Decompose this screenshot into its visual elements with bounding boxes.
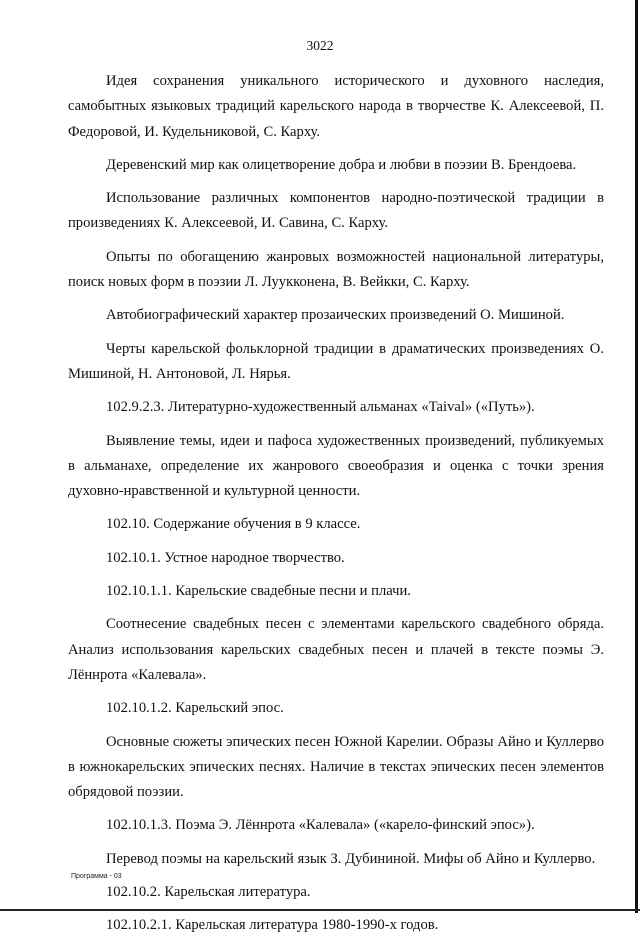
section-heading: 102.10. Содержание обучения в 9 классе. <box>106 516 361 533</box>
section-heading: 102.10.1.2. Карельский эпос. <box>106 700 284 717</box>
paragraph: Автобиографический характер прозаических произведений О. Мишиной. <box>106 307 565 324</box>
section-heading: 102.10.2. Карельская литература. <box>106 884 311 901</box>
paragraph: Идея сохранения уникального исторического и духовного наследия, самобытных языковых традиций карельского народа в творчестве К. Алексеевой, П. Федоровой, И. Кудельниковой, С. Карху. <box>68 73 604 140</box>
section-heading: 102.10.1. Устное народное творчество. <box>106 549 345 566</box>
document-body <box>68 69 604 947</box>
paragraph: Основные сюжеты эпических песен Южной Карелии. Образы Айно и Куллерво в южнокарельских эпических песнях. Наличие в текстах эпических песен элементов обрядовой поэзии. <box>68 733 604 801</box>
paragraph: Выявление темы, идеи и пафоса художественных произведений, публикуемых в альманахе, определение их жанрового своеобразия и оценка с точки зрения духовно-нравственной и культурной ценности. <box>68 432 604 500</box>
page-number: 3022 <box>306 38 334 53</box>
scan-border-right <box>635 0 638 913</box>
page-footer: Программа - 03 <box>71 873 122 880</box>
paragraph: Опыты по обогащению жанровых возможностей национальной литературы, поиск новых форм в поэзии Л. Луукконена, В. Вейкки, С. Карху. <box>68 248 604 291</box>
section-heading: 102.10.2.1. Карельская литература 1980-1990-х годов. <box>106 917 439 934</box>
paragraph: Черты карельской фольклорной традиции в драматических произведениях О. Мишиной, Н. Антоновой, Л. Нярья. <box>68 340 604 382</box>
paragraph: Соотнесение свадебных песен с элементами карельского свадебного обряда. Анализ использования карельских свадебных песен и плачей в тексте поэмы Э. Лённрота «Калевала». <box>68 616 604 683</box>
section-heading: 102.9.2.3. Литературно-художественный альманах «Taival» («Путь»). <box>106 399 535 416</box>
paragraph: Использование различных компонентов народно-поэтической традиции в произведениях К. Алексеевой, И. Савина, С. Карху. <box>68 190 604 232</box>
section-heading: 102.10.1.1. Карельские свадебные песни и плачи. <box>106 583 411 600</box>
paragraph: Деревенский мир как олицетворение добра и любви в поэзии В. Брендоева. <box>106 156 577 173</box>
section-heading: 102.10.1.3. Поэма Э. Лённрота «Калевала» («карело-финский эпос»). <box>106 817 535 834</box>
paragraph: Перевод поэмы на карельский язык З. Дубининой. Мифы об Айно и Куллерво. <box>106 850 596 867</box>
